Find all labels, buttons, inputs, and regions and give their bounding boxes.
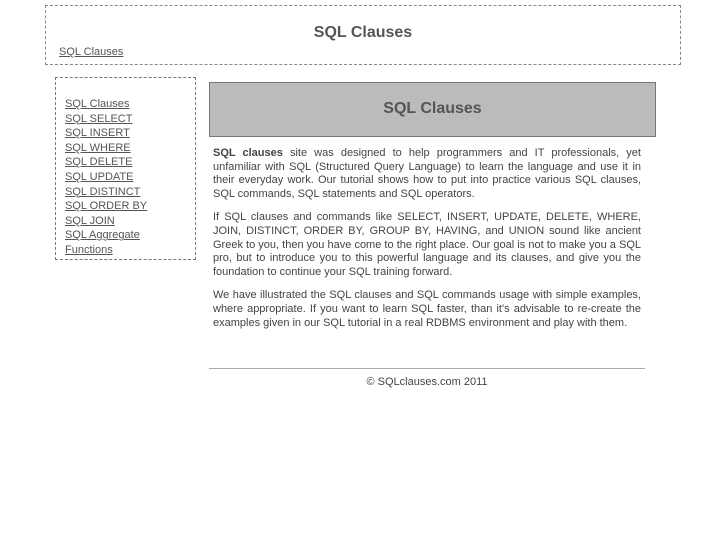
intro-bold-term: SQL clauses: [213, 147, 283, 159]
footer-divider: [209, 368, 645, 369]
sidebar-item-sql-update[interactable]: SQL UPDATE: [65, 170, 134, 183]
footer-copyright: © SQLclauses.com 2011: [366, 376, 488, 388]
site-title: SQL Clauses: [313, 24, 413, 41]
site-header: [45, 5, 681, 65]
intro-paragraph: [213, 147, 641, 201]
paragraph-3: We have illustrated the SQL clauses and SQL commands usage with simple examples, where appropriate. If you want to learn SQL faster, than it's advisable to re-create the examples given in our SQL tutorial in a real RDBMS environment and play with them.: [213, 289, 641, 329]
content-banner: [209, 82, 656, 137]
sidebar-nav: [55, 77, 196, 260]
sidebar-item-sql-aggregate[interactable]: SQL Aggregate: [65, 229, 140, 242]
intro-text: site was designed to help programmers and IT professionals, yet unfamiliar with SQL (Structured Query Language) to learn the language and use it in their everyday work. Our tutorial shows how to put into practice various SQL clauses, SQL commands, SQL statements and SQL operators.: [213, 147, 641, 200]
sidebar-item-sql-insert[interactable]: SQL INSERT: [65, 127, 130, 140]
page-title: SQL Clauses: [383, 100, 482, 117]
sidebar-item-sql-delete[interactable]: SQL DELETE: [65, 156, 133, 169]
sidebar-item-sql-order-by[interactable]: SQL ORDER BY: [65, 200, 148, 213]
sidebar-item-sql-where[interactable]: SQL WHERE: [65, 141, 131, 154]
sidebar-item-sql-clauses[interactable]: SQL Clauses: [65, 98, 130, 110]
main-content: [213, 147, 641, 340]
sidebar-item-sql-select[interactable]: SQL SELECT: [65, 112, 133, 125]
paragraph-2: If SQL clauses and commands like SELECT, INSERT, UPDATE, DELETE, WHERE, JOIN, DISTINCT, ORDER BY, GROUP BY, HAVING, and UNION sound like ancient Greek to you, then you have come to the right place. Our goal is not to make you a SQL pro, but to introduce you to this powerful language and its clauses, and give you the foundation to continue your SQL training forward.: [213, 211, 641, 278]
sidebar-item-sql-aggregate-functions[interactable]: Functions: [65, 243, 113, 256]
breadcrumb-link-home[interactable]: SQL Clauses: [59, 46, 124, 58]
sidebar-item-sql-distinct[interactable]: SQL DISTINCT: [65, 185, 141, 198]
sidebar-item-sql-join[interactable]: SQL JOIN: [65, 214, 115, 227]
